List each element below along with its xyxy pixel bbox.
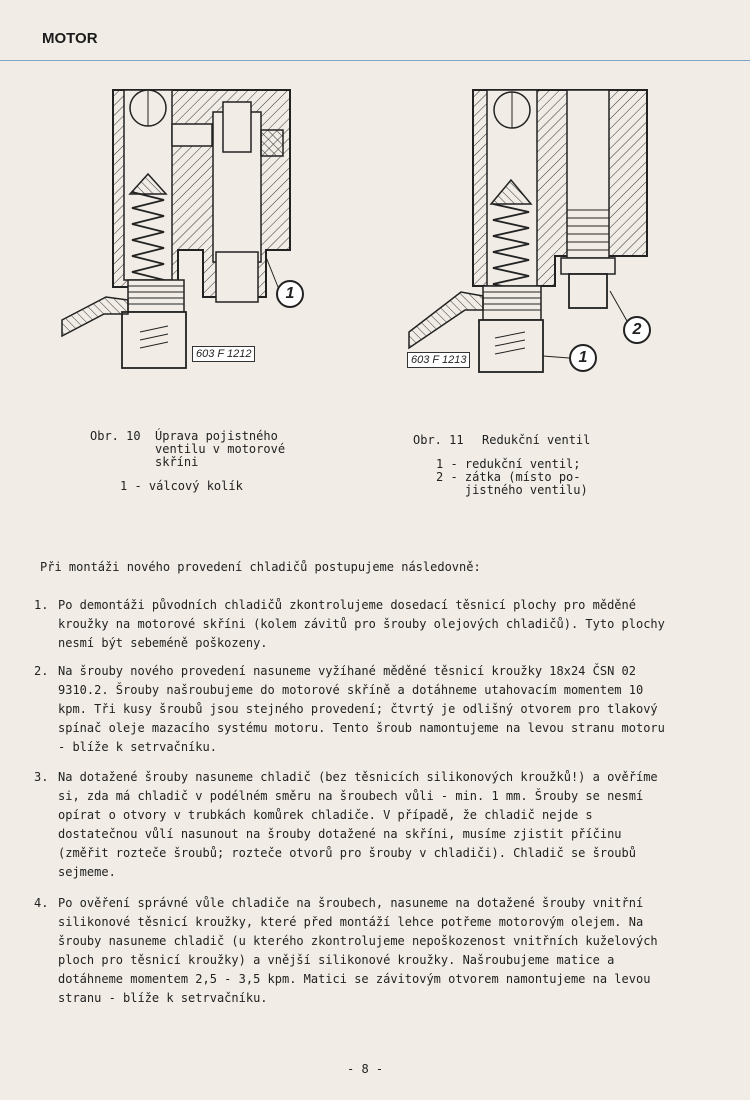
- figure-10: [58, 82, 318, 374]
- list-item-text: Na dotažené šrouby nasuneme chladič (bez těsnicích silikonových kroužků!) a ověříme si, zda má chladič v podélném směru na šroubech vůli - min. 1 mm. Šrouby se nesmí opírat o otvory v trubkách komůrek chladiče. V případě, že chladič nejde s dostatečnou vůlí nasunout na šrouby dotažené na skříni, musíme zjistit příčinu (změřit rozteče šroubů; rozteče otvorů pro šrouby v chladiči). Chladič se šroubů sejmeme.: [58, 770, 658, 879]
- list-item-number: 1.: [34, 598, 49, 612]
- list-item-text: Po demontáži původních chladičů zkontrolujeme dosedací těsnicí plochy pro měděné kroužky na motorové skříni (kolem závitů pro šrouby olejových chladičů). Tyto plochy nesmí být sebeméně poškozeny.: [58, 598, 665, 650]
- section-title: MOTOR: [42, 30, 98, 47]
- list-item-number: 2.: [34, 664, 49, 678]
- list-item-text: Po ověření správné vůle chladiče na šroubech, nasuneme na dotažené šrouby vnitřní silikonové těsnicí kroužky, které před montáží lehce potřeme motorovým olejem. Na šrouby nasuneme chladič (u kterého zkontrolujeme nepoškozenost vnitřních kuželových ploch pro těsnicí kroužky) a vnější silikonové kroužky. Našroubujeme matice a dotáhneme momentem 2,5 - 3,5 kpm. Matici se závitovým otvorem namontujeme na levou stranu - blíže k setrvačníku.: [58, 896, 658, 1005]
- figure-11-callout-1: 1: [569, 344, 597, 372]
- figure-11: [405, 86, 665, 376]
- figure-10-caption-title: Úprava pojistného ventilu v motorové skříni: [155, 429, 286, 469]
- list-item-text: Na šrouby nového provedení nasuneme vyžíhané měděné těsnicí kroužky 18x24 ČSN 02 9310.2. Šrouby našroubujeme do motorové skříně a dotáhneme utahovacím momentem 10 kpm. Tři kusy šroubů jsou stejného provedení; čtvrtý je odlišný otvorem pro tlakový spínač oleje mazacího systému motoru. Tento šroub namontujeme na levou stranu motoru - blíže k setrvačníku.: [58, 664, 665, 754]
- figure-10-code: 603 F 1212: [192, 346, 255, 362]
- figure-10-callout-1: 1: [276, 280, 304, 308]
- figure-10-caption-label: Obr. 10: [90, 429, 141, 443]
- page-number: - 8 -: [347, 1062, 384, 1076]
- figure-10-drawing: [58, 82, 318, 374]
- figure-11-caption-label: Obr. 11: [413, 433, 464, 447]
- figure-11-legend: 1 - redukční ventil; 2 - zátka (místo po- jistného ventilu): [436, 457, 588, 497]
- header-rule: [0, 60, 750, 61]
- figure-11-code: 603 F 1213: [407, 352, 470, 368]
- intro-text: Při montáži nového provedení chladičů postupujeme následovně:: [40, 560, 481, 574]
- list-item-number: 4.: [34, 896, 49, 910]
- figure-11-callout-2: 2: [623, 316, 651, 344]
- figure-10-legend: 1 - válcový kolík: [120, 479, 243, 493]
- figure-11-caption-title: Redukční ventil: [482, 433, 591, 447]
- list-item-number: 3.: [34, 770, 49, 784]
